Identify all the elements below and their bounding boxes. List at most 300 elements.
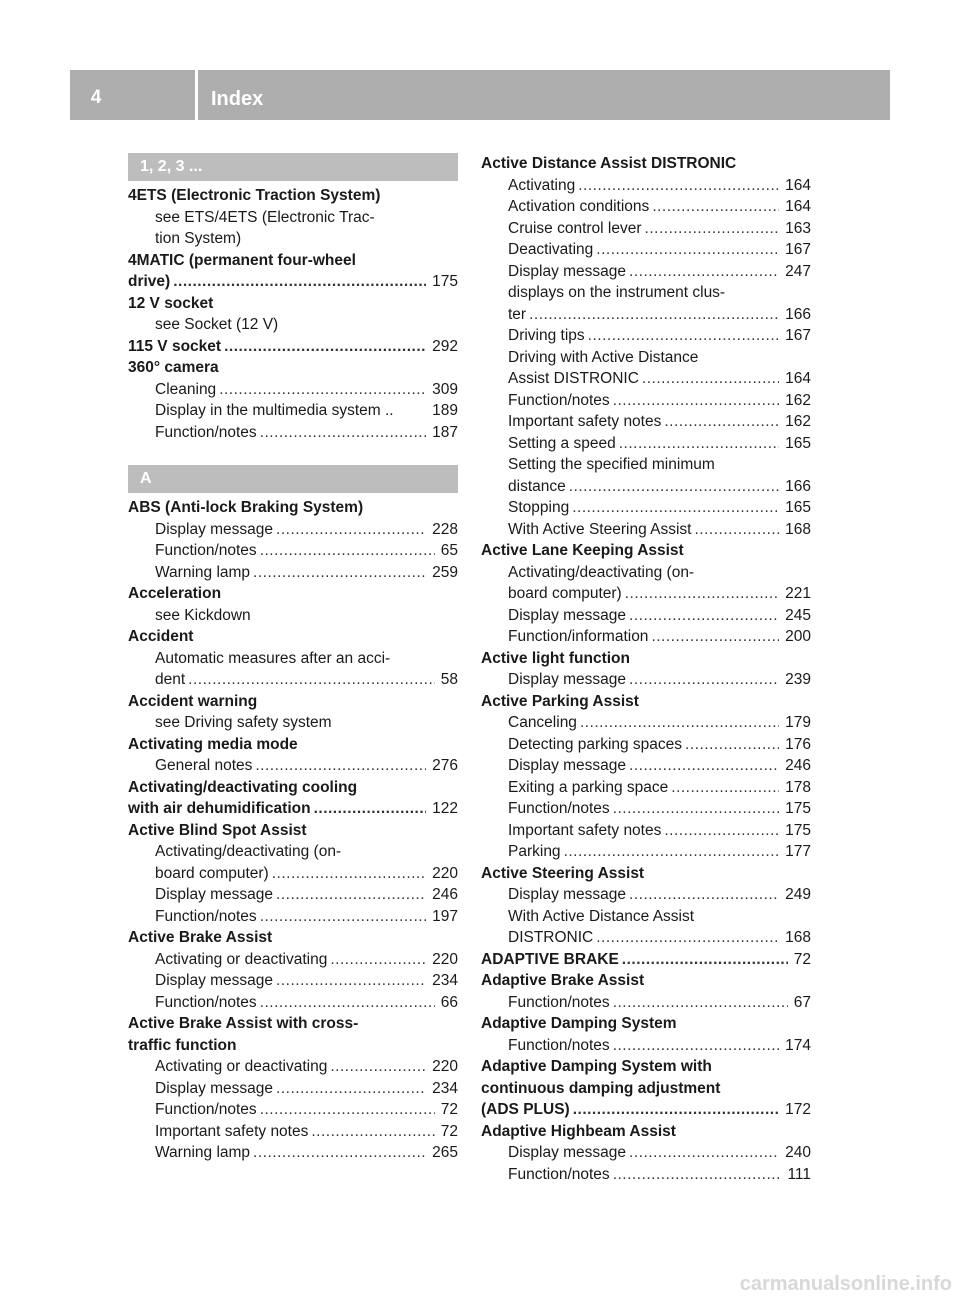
index-subentry[interactable] <box>481 712 811 734</box>
entry-text: Active light function <box>481 649 630 667</box>
page-ref[interactable]: 168 <box>785 929 811 946</box>
entry-text: Accident <box>128 628 194 645</box>
entry-text: 4MATIC (permanent four-wheel <box>128 251 356 269</box>
entry-text: board computer) <box>508 585 622 602</box>
entry-text: Important safety notes <box>508 821 662 839</box>
entry-text: see Socket (12 V) <box>155 316 279 333</box>
entry-text: Display message <box>508 606 627 624</box>
index-subentry[interactable] <box>481 368 811 390</box>
dot-leader <box>626 261 779 283</box>
page-ref[interactable]: 245 <box>785 606 811 624</box>
index-entry <box>128 583 458 605</box>
header-divider <box>195 70 198 120</box>
dot-leader <box>273 1078 426 1100</box>
index-subentry[interactable] <box>481 239 811 261</box>
dot-leader <box>593 239 779 261</box>
page-ref[interactable]: 179 <box>785 714 811 731</box>
index-subentry[interactable] <box>481 777 811 799</box>
entry-text: Automatic measures after an acci- <box>155 649 391 667</box>
page-ref[interactable]: 220 <box>432 864 458 882</box>
index-subentry[interactable] <box>481 755 811 777</box>
index-subentry[interactable] <box>481 1035 811 1057</box>
dot-leader <box>311 798 427 820</box>
entry-text: Active Lane Keeping Assist <box>481 542 684 559</box>
dot-leader <box>622 583 779 605</box>
page-number: 4 <box>90 87 102 108</box>
entry-text: DISTRONIC <box>508 929 594 946</box>
index-subentry[interactable] <box>128 540 458 562</box>
index-subentry[interactable] <box>481 390 811 412</box>
index-entry <box>481 540 811 562</box>
entry-text: Function/notes <box>508 1165 610 1183</box>
page-ref[interactable]: 72 <box>440 1122 458 1140</box>
page-ref[interactable]: 228 <box>432 520 458 538</box>
page-ref[interactable]: 239 <box>785 671 811 688</box>
entry-text: Function/notes <box>155 423 257 441</box>
entry-text: Active Steering Assist <box>481 864 645 882</box>
dot-leader <box>221 336 426 358</box>
index-entry <box>481 1078 811 1100</box>
page-ref[interactable]: 240 <box>785 1144 811 1161</box>
entry-text: General notes <box>155 757 253 774</box>
index-entry[interactable] <box>128 271 458 293</box>
entry-text: Function/notes <box>508 800 610 817</box>
page-ref[interactable]: 175 <box>785 821 811 839</box>
entry-text: dent <box>155 671 186 688</box>
entry-text: tion System) <box>155 230 242 247</box>
entry-text: Accident warning <box>128 692 258 710</box>
index-subentry[interactable] <box>128 1121 458 1143</box>
entry-text: see Kickdown <box>155 606 251 624</box>
entry-text: Function/notes <box>155 542 257 559</box>
page-ref[interactable]: 197 <box>432 907 458 925</box>
entry-text: Activating media mode <box>128 735 298 753</box>
entry-text: 4ETS (Electronic Traction System) <box>128 187 381 204</box>
page-ref[interactable]: 175 <box>432 273 458 290</box>
dot-leader <box>216 379 426 401</box>
dot-leader <box>661 820 779 842</box>
dot-leader <box>626 884 779 906</box>
index-subentry[interactable] <box>481 669 811 691</box>
entry-text: Active Blind Spot Assist <box>128 821 307 839</box>
index-subentry[interactable] <box>481 433 811 455</box>
index-subentry[interactable] <box>481 476 811 498</box>
index-subentry[interactable] <box>128 669 458 691</box>
page-ref[interactable]: 162 <box>785 413 811 430</box>
dot-leader <box>273 884 426 906</box>
entry-text: With Active Steering Assist <box>508 520 692 538</box>
dot-leader <box>585 325 779 347</box>
dot-leader <box>257 906 426 928</box>
dot-leader <box>593 927 779 949</box>
dot-leader <box>626 755 779 777</box>
index-subentry[interactable] <box>481 841 811 863</box>
entry-text: Parking <box>508 843 561 860</box>
index-entry <box>481 1013 811 1035</box>
entry-text: Function/notes <box>508 993 610 1011</box>
index-column-right <box>481 153 811 1185</box>
entry-text: Function/notes <box>155 993 257 1011</box>
entry-text: Function/notes <box>155 907 257 925</box>
index-subentry[interactable] <box>128 1099 458 1121</box>
entry-text: Display message <box>508 886 627 903</box>
dot-leader <box>610 1164 782 1186</box>
dot-leader <box>575 175 779 197</box>
entry-text: Function/information <box>508 628 649 645</box>
entry-text: Function/notes <box>508 391 610 409</box>
page-ref[interactable]: 162 <box>785 391 811 409</box>
entry-text: see ETS/4ETS (Electronic Trac- <box>155 208 375 226</box>
page-ref[interactable]: 72 <box>440 1101 458 1118</box>
entry-text: continuous damping adjustment <box>481 1079 721 1097</box>
index-entry <box>128 1035 458 1057</box>
index-subentry[interactable] <box>481 626 811 648</box>
entry-text: Activating or deactivating <box>155 1058 328 1075</box>
entry-text: with air dehumidification <box>128 800 311 817</box>
page-ref[interactable]: 168 <box>785 520 811 538</box>
index-subentry <box>481 282 811 304</box>
page-ref[interactable]: 187 <box>432 423 458 441</box>
index-subentry[interactable] <box>128 422 458 444</box>
page-ref[interactable]: 200 <box>785 628 811 645</box>
index-entry <box>128 293 458 315</box>
index-entry <box>128 734 458 756</box>
page-ref[interactable]: 65 <box>440 542 458 559</box>
index-entry <box>128 691 458 713</box>
dot-leader <box>252 755 426 777</box>
index-entry <box>481 648 811 670</box>
entry-text: Activating/deactivating cooling <box>128 778 358 796</box>
index-subentry <box>481 562 811 584</box>
entry-text: Deactivating <box>508 241 594 258</box>
entry-text: Display message <box>508 757 627 774</box>
dot-leader <box>639 368 779 390</box>
page-ref[interactable]: 309 <box>432 380 458 398</box>
page-ref[interactable]: 276 <box>432 757 458 774</box>
page-ref[interactable]: 122 <box>432 800 458 817</box>
entry-text: Driving tips <box>508 327 585 344</box>
entry-text: 360° camera <box>128 359 219 376</box>
entry-text: see Driving safety system <box>155 714 332 731</box>
dot-leader <box>269 863 426 885</box>
entry-text: Display message <box>155 1079 274 1097</box>
entry-text: Display message <box>155 886 274 903</box>
dot-leader <box>648 626 779 648</box>
index-entry[interactable] <box>128 336 458 358</box>
dot-leader <box>566 476 779 498</box>
page-ref[interactable]: 166 <box>785 477 811 495</box>
index-entry <box>128 626 458 648</box>
index-subentry[interactable] <box>481 927 811 949</box>
index-entry <box>128 357 458 379</box>
dot-leader <box>273 970 426 992</box>
page-header <box>70 70 890 120</box>
index-entry <box>128 250 458 272</box>
entry-text: Setting the specified minimum <box>508 456 715 473</box>
page-ref[interactable]: 265 <box>432 1144 458 1161</box>
page-ref[interactable]: 163 <box>785 219 811 237</box>
index-subentry[interactable] <box>128 1056 458 1078</box>
index-subentry[interactable] <box>481 605 811 627</box>
index-subentry[interactable] <box>481 1142 811 1164</box>
dot-leader <box>257 540 435 562</box>
dot-leader <box>170 271 426 293</box>
entry-text: displays on the instrument clus- <box>508 284 726 301</box>
index-subentry <box>128 228 458 250</box>
page-title: Index <box>211 88 264 110</box>
section-heading: 1, 2, 3 ... <box>128 153 458 181</box>
entry-text: Stopping <box>508 499 570 516</box>
entry-text: Display in the multimedia system .. <box>155 402 394 419</box>
page-ref[interactable]: 220 <box>432 950 458 968</box>
index-subentry[interactable] <box>128 992 458 1014</box>
entry-text: Function/notes <box>508 1036 610 1054</box>
index-entry[interactable] <box>481 949 811 971</box>
dot-leader <box>642 218 780 240</box>
entry-text: Active Distance Assist DISTRONIC <box>481 155 737 172</box>
dot-leader <box>273 519 426 541</box>
entry-text: Activation conditions <box>508 198 650 215</box>
index-subentry[interactable] <box>481 175 811 197</box>
index-subentry[interactable] <box>128 562 458 584</box>
entry-text: Adaptive Highbeam Assist <box>481 1122 676 1140</box>
dot-leader <box>561 841 780 863</box>
index-entry <box>481 863 811 885</box>
page-ref[interactable]: 178 <box>785 778 811 796</box>
index-subentry[interactable] <box>128 400 458 422</box>
page-ref[interactable]: 249 <box>785 886 811 903</box>
page-ref[interactable]: 292 <box>432 337 458 355</box>
index-subentry[interactable] <box>481 583 811 605</box>
index-subentry[interactable] <box>128 970 458 992</box>
entry-text: Acceleration <box>128 585 222 602</box>
entry-text: ter <box>508 305 527 323</box>
page-ref[interactable]: 174 <box>785 1036 811 1054</box>
entry-text: With Active Distance Assist <box>508 907 695 925</box>
entry-text: Warning lamp <box>155 563 251 581</box>
entry-text: Display message <box>508 671 627 688</box>
index-subentry[interactable] <box>481 411 811 433</box>
index-subentry <box>128 314 458 336</box>
entry-text: Display message <box>508 1144 627 1161</box>
entry-text: Assist DISTRONIC <box>508 370 639 387</box>
entry-text: Cleaning <box>155 380 217 398</box>
entry-text: Exiting a parking space <box>508 778 669 796</box>
page-ref[interactable]: 176 <box>785 735 811 753</box>
page-ref[interactable]: 177 <box>785 843 811 860</box>
index-subentry <box>481 347 811 369</box>
dot-leader <box>610 390 779 412</box>
dot-leader <box>610 1035 779 1057</box>
index-entry <box>481 153 811 175</box>
watermark: carmanualsonline.info <box>739 1273 952 1295</box>
index-column-left <box>128 153 458 1164</box>
page-ref[interactable]: 165 <box>785 499 811 516</box>
index-entry <box>481 1056 811 1078</box>
dot-leader <box>570 1099 779 1121</box>
dot-leader <box>649 196 779 218</box>
index-subentry <box>481 454 811 476</box>
dot-leader <box>257 422 426 444</box>
entry-text: Display message <box>155 972 274 989</box>
dot-leader <box>569 497 779 519</box>
index-subentry[interactable] <box>128 755 458 777</box>
entry-text: drive) <box>128 273 171 290</box>
entry-text: Active Brake Assist <box>128 929 273 946</box>
index-subentry[interactable] <box>481 325 811 347</box>
page-ref[interactable]: 246 <box>785 757 811 774</box>
index-subentry[interactable] <box>481 734 811 756</box>
page-ref[interactable]: 164 <box>785 176 811 194</box>
index-subentry[interactable] <box>481 218 811 240</box>
entry-text: distance <box>508 477 566 495</box>
index-subentry[interactable] <box>481 1164 811 1186</box>
dot-leader <box>257 1099 435 1121</box>
index-subentry[interactable] <box>481 497 811 519</box>
entry-text: board computer) <box>155 864 269 882</box>
dot-leader <box>661 411 779 433</box>
index-entry[interactable] <box>128 798 458 820</box>
page-ref[interactable]: 189 <box>432 402 458 419</box>
index-entry[interactable] <box>481 1099 811 1121</box>
entry-text: traffic function <box>128 1036 237 1054</box>
index-subentry[interactable] <box>128 1142 458 1164</box>
dot-leader <box>327 1056 426 1078</box>
entry-text: Cruise control lever <box>508 219 642 237</box>
dot-leader <box>626 605 779 627</box>
dot-leader <box>250 562 426 584</box>
dot-leader <box>327 949 426 971</box>
index-entry <box>481 1121 811 1143</box>
page-ref[interactable]: 175 <box>785 800 811 817</box>
entry-text: (ADS PLUS) <box>481 1101 570 1118</box>
index-entry <box>128 820 458 842</box>
index-subentry <box>128 841 458 863</box>
index-subentry[interactable] <box>128 519 458 541</box>
dot-leader <box>616 433 779 455</box>
entry-text: Important safety notes <box>155 1122 309 1140</box>
dot-leader <box>526 304 779 326</box>
index-entry <box>481 970 811 992</box>
page-ref[interactable]: 166 <box>785 305 811 323</box>
page-ref[interactable]: 167 <box>785 327 811 344</box>
entry-text: Activating/deactivating (on- <box>508 563 695 581</box>
dot-leader <box>610 798 779 820</box>
index-subentry[interactable] <box>128 906 458 928</box>
index-subentry <box>128 648 458 670</box>
entry-text: Adaptive Damping System with <box>481 1058 712 1075</box>
entry-text: Function/notes <box>155 1101 257 1118</box>
index-subentry <box>128 207 458 229</box>
index-subentry[interactable] <box>128 379 458 401</box>
entry-text: Active Parking Assist <box>481 692 639 710</box>
index-entry <box>128 927 458 949</box>
index-subentry[interactable] <box>128 884 458 906</box>
entry-text: Active Brake Assist with cross- <box>128 1015 359 1032</box>
dot-leader <box>626 669 779 691</box>
index-entry <box>128 1013 458 1035</box>
page-ref[interactable]: 165 <box>785 434 811 452</box>
entry-text: ADAPTIVE BRAKE <box>481 950 619 968</box>
page-ref[interactable]: 247 <box>785 262 811 280</box>
dot-leader <box>682 734 779 756</box>
page-ref[interactable]: 234 <box>432 972 458 989</box>
dot-leader <box>619 949 788 971</box>
page-ref[interactable]: 72 <box>793 950 811 968</box>
dot-leader <box>577 712 779 734</box>
index-subentry[interactable] <box>128 863 458 885</box>
entry-text: Display message <box>508 262 627 280</box>
dot-leader <box>185 669 435 691</box>
index-subentry[interactable] <box>481 798 811 820</box>
dot-leader <box>626 1142 779 1164</box>
index-subentry[interactable] <box>481 884 811 906</box>
entry-text: Display message <box>155 520 274 538</box>
entry-text: Adaptive Brake Assist <box>481 972 645 989</box>
index-subentry <box>481 906 811 928</box>
entry-text: Activating <box>508 176 576 194</box>
entry-text: Driving with Active Distance <box>508 348 699 366</box>
entry-text: Adaptive Damping System <box>481 1015 677 1032</box>
entry-text: Important safety notes <box>508 413 662 430</box>
index-entry <box>128 497 458 519</box>
entry-text: Activating/deactivating (on- <box>155 843 342 860</box>
page-ref[interactable]: 111 <box>787 1165 811 1183</box>
page-ref[interactable]: 164 <box>785 370 811 387</box>
section-heading: A <box>128 465 458 493</box>
index-entry <box>128 777 458 799</box>
entry-text: 115 V socket <box>128 337 222 355</box>
dot-leader <box>250 1142 426 1164</box>
index-subentry[interactable] <box>128 1078 458 1100</box>
index-subentry[interactable] <box>128 949 458 971</box>
entry-text: Activating or deactivating <box>155 950 328 968</box>
index-subentry <box>128 712 458 734</box>
index-subentry[interactable] <box>481 519 811 541</box>
index-subentry[interactable] <box>481 820 811 842</box>
dot-leader <box>668 777 779 799</box>
entry-text: Setting a speed <box>508 434 616 452</box>
page-ref[interactable]: 58 <box>440 671 458 688</box>
index-entry <box>128 185 458 207</box>
entry-text: Canceling <box>508 714 577 731</box>
index-entry <box>481 691 811 713</box>
entry-text: ABS (Anti-lock Braking System) <box>128 499 364 516</box>
entry-text: Warning lamp <box>155 1144 251 1161</box>
dot-leader <box>692 519 780 541</box>
page-ref[interactable]: 220 <box>432 1058 458 1075</box>
page-ref[interactable]: 66 <box>440 993 458 1011</box>
page-ref[interactable]: 221 <box>785 585 811 602</box>
index-subentry[interactable] <box>481 196 811 218</box>
page-ref[interactable]: 172 <box>785 1101 811 1118</box>
page-ref[interactable]: 67 <box>793 993 811 1011</box>
entry-text: 12 V socket <box>128 294 214 312</box>
index-subentry[interactable] <box>481 992 811 1014</box>
page-ref[interactable]: 164 <box>785 198 811 215</box>
dot-leader <box>257 992 435 1014</box>
page-ref[interactable]: 167 <box>785 241 811 258</box>
page-ref[interactable]: 246 <box>432 886 458 903</box>
index-subentry[interactable] <box>481 261 811 283</box>
index-subentry <box>128 605 458 627</box>
page-ref[interactable]: 259 <box>432 563 458 581</box>
dot-leader <box>610 992 788 1014</box>
page-ref[interactable]: 234 <box>432 1079 458 1097</box>
entry-text: Detecting parking spaces <box>508 735 683 753</box>
index-subentry[interactable] <box>481 304 811 326</box>
dot-leader <box>308 1121 434 1143</box>
